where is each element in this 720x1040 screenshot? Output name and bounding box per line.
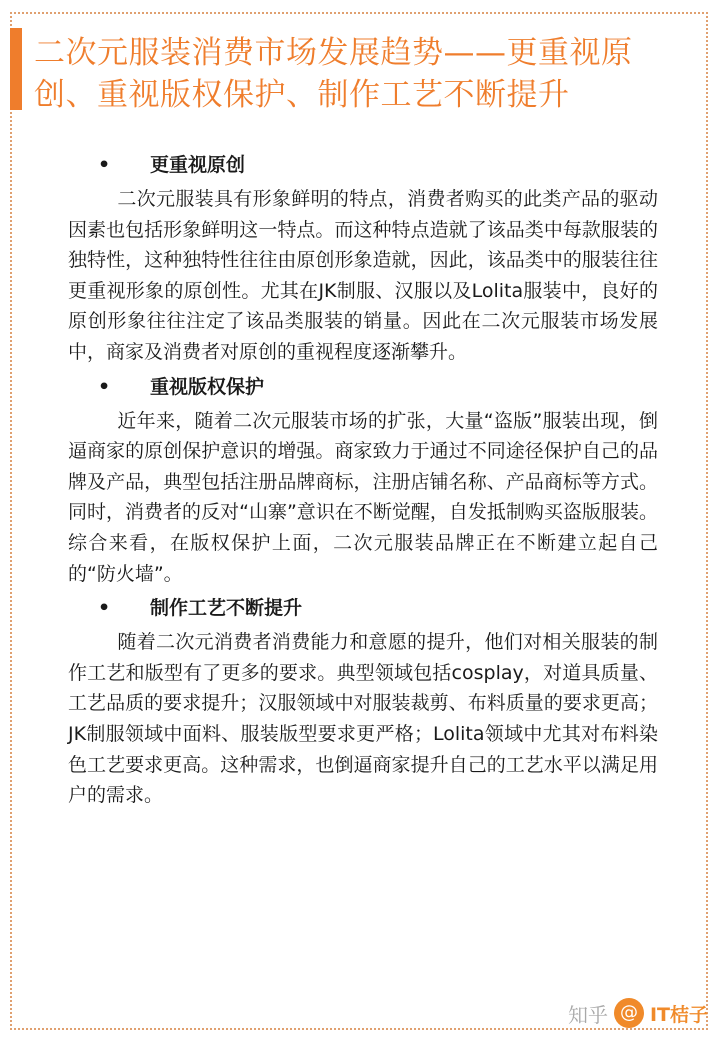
section-heading-text: 更重视原创	[150, 154, 246, 176]
zhihu-watermark	[568, 998, 708, 1028]
section-paragraph: 随着二次元消费者消费能力和意愿的提升，他们对相关服装的制作工艺和版型有了更多的要求。典型领域包括cosplay，对道具质量、工艺品质的要求提升；汉服领域中对服装裁剪、布料质量的要求更高；JK制服领域中面料、服装版型要求更严格；Lolita领域中尤其对布料染色工艺要求更高。这种需求，也倒逼商家提升自己的工艺水平以满足用户的需求。	[68, 631, 658, 807]
section-heading	[68, 148, 658, 182]
zhihu-logo-text: 知乎	[567, 1002, 608, 1027]
bullet-icon: •	[98, 375, 111, 398]
section-copyright	[68, 370, 658, 590]
title-accent-bar	[10, 28, 22, 110]
section-craftsmanship	[68, 591, 658, 811]
section-paragraph: 近年来，随着二次元服装市场的扩张，大量“盗版”服装出现，倒逼商家的原创保护意识的增强。商家致力于通过不同途径保护自己的品牌及产品，典型包括注册品牌商标，注册店铺名称、产品商标等方式。同时，消费者的反对“山寨”意识在不断觉醒，自发抵制购买盗版服装。综合来看，在版权保护上面，二次元服装品牌正在不断建立起自己的“防火墙”。	[68, 409, 658, 585]
section-heading-text: 重视版权保护	[150, 375, 265, 398]
section-originality	[68, 148, 658, 368]
at-logo-icon: @	[614, 998, 644, 1028]
page-title: 二次元服装消费市场发展趋势——更重视原创、重视版权保护、制作工艺不断提升	[34, 35, 633, 113]
brand-name: IT桔子	[649, 1003, 708, 1026]
section-heading-text: 制作工艺不断提升	[150, 597, 303, 620]
bullet-icon: •	[98, 154, 111, 176]
article-body	[68, 148, 658, 813]
bullet-icon: •	[98, 597, 111, 620]
section-paragraph: 二次元服装具有形象鲜明的特点，消费者购买的此类产品的驱动因素也包括形象鲜明这一特点。而这种特点造就了该品类中每款服装的独特性，这种独特性往往由原创形象造就，因此，该品类中的服装往往更重视形象的原创性。尤其在JK制服、汉服以及Lolita服装中，良好的原创形象往往注定了该品类服装的销量。因此在二次元服装市场发展中，商家及消费者对原创的重视程度逐渐攀升。	[68, 188, 658, 363]
section-heading	[68, 370, 658, 404]
section-heading	[68, 591, 658, 625]
